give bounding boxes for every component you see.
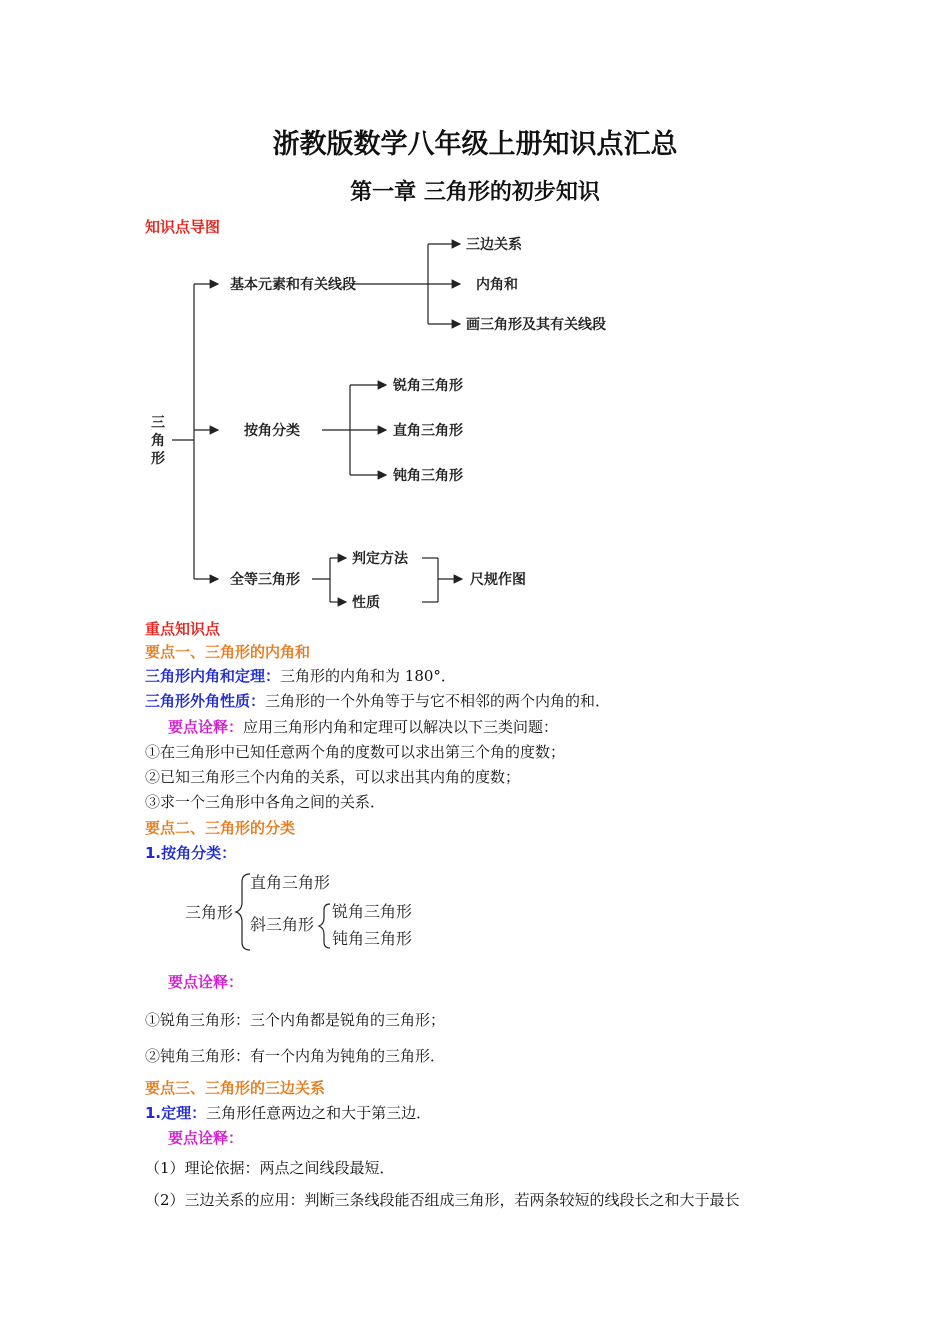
- point2-item: ①锐角三角形：三个内角都是锐角的三角形；: [145, 1011, 446, 1029]
- point1-exterior-label: 三角形外角性质：: [145, 692, 266, 710]
- point2-sub: 1.按角分类：: [145, 844, 237, 862]
- point1-item: ①在三角形中已知任意两个角的度数可以求出第三个角的度数；: [145, 743, 566, 761]
- point1-exterior-text: 三角形的一个外角等于与它不相邻的两个内角的和．: [265, 692, 611, 710]
- mindmap-branch1: 基本元素和有关线段: [230, 277, 356, 293]
- point3-theorem-label: 1.定理：: [145, 1104, 207, 1122]
- point1-heading: 要点一、三角形的内角和: [145, 643, 311, 661]
- mindmap-diagram: [0, 0, 950, 620]
- point1-theorem: [145, 665, 456, 686]
- mindmap-branch1-child: 内角和: [476, 277, 518, 293]
- tree-oblique-triangle: 斜三角形: [250, 915, 315, 934]
- mindmap-branch3-result: 尺规作图: [470, 572, 526, 588]
- mindmap-branch2-child: 锐角三角形: [393, 378, 463, 394]
- point1-theorem-label: 三角形内角和定理：: [145, 667, 281, 685]
- key-points-heading: 重点知识点: [145, 620, 221, 638]
- point1-note-text: 应用三角形内角和定理可以解决以下三类问题：: [243, 718, 559, 736]
- point1-note: [168, 716, 558, 737]
- point3-item: （2）三边关系的应用：判断三条线段能否组成三角形，若两条较短的线段长之和大于最长: [145, 1191, 740, 1209]
- point3-theorem-text: 三角形任意两边之和大于第三边．: [206, 1104, 432, 1122]
- point1-item: ③求一个三角形中各角之间的关系．: [145, 793, 386, 811]
- mindmap-root-char2: 角: [151, 433, 165, 449]
- point3-note-label: 要点诠释：: [168, 1129, 244, 1147]
- point3-item: （1）理论依据：两点之间线段最短．: [145, 1159, 395, 1177]
- mindmap-branch3-child: 性质: [352, 595, 380, 611]
- point2-heading: 要点二、三角形的分类: [145, 819, 296, 837]
- mindmap-heading: 知识点导图: [145, 218, 221, 236]
- point2-item: ②钝角三角形：有一个内角为钝角的三角形．: [145, 1047, 446, 1065]
- point3-theorem: [145, 1102, 431, 1123]
- mindmap-branch1-child: 三边关系: [466, 237, 522, 253]
- tree-acute-triangle: 锐角三角形: [332, 902, 413, 921]
- mindmap-branch3-child: 判定方法: [352, 551, 408, 567]
- tree-obtuse-triangle: 钝角三角形: [332, 929, 413, 948]
- point3-heading: 要点三、三角形的三边关系: [145, 1079, 326, 1097]
- point1-note-label: 要点诠释：: [168, 718, 244, 736]
- tree-right-triangle: 直角三角形: [250, 873, 331, 892]
- mindmap-branch3: 全等三角形: [230, 572, 300, 588]
- point1-theorem-text: 三角形的内角和为 180°．: [280, 667, 456, 685]
- mindmap-branch1-child: 画三角形及其有关线段: [466, 317, 606, 333]
- mindmap-branch2: 按角分类: [244, 423, 300, 439]
- point2-note-label: 要点诠释：: [168, 973, 244, 991]
- mindmap-root-char3: 形: [151, 451, 165, 467]
- mindmap-root-char1: 三: [151, 415, 165, 431]
- point1-item: ②已知三角形三个内角的关系，可以求出其内角的度数；: [145, 768, 521, 786]
- mindmap-branch2-child: 钝角三角形: [393, 468, 463, 484]
- classification-brace-diagram: [0, 860, 950, 960]
- chapter-title: 第一章 三角形的初步知识: [350, 180, 600, 205]
- page-title: 浙教版数学八年级上册知识点汇总: [272, 129, 678, 160]
- tree-root: 三角形: [185, 903, 234, 922]
- mindmap-branch2-child: 直角三角形: [393, 423, 463, 439]
- point1-exterior: [145, 690, 610, 711]
